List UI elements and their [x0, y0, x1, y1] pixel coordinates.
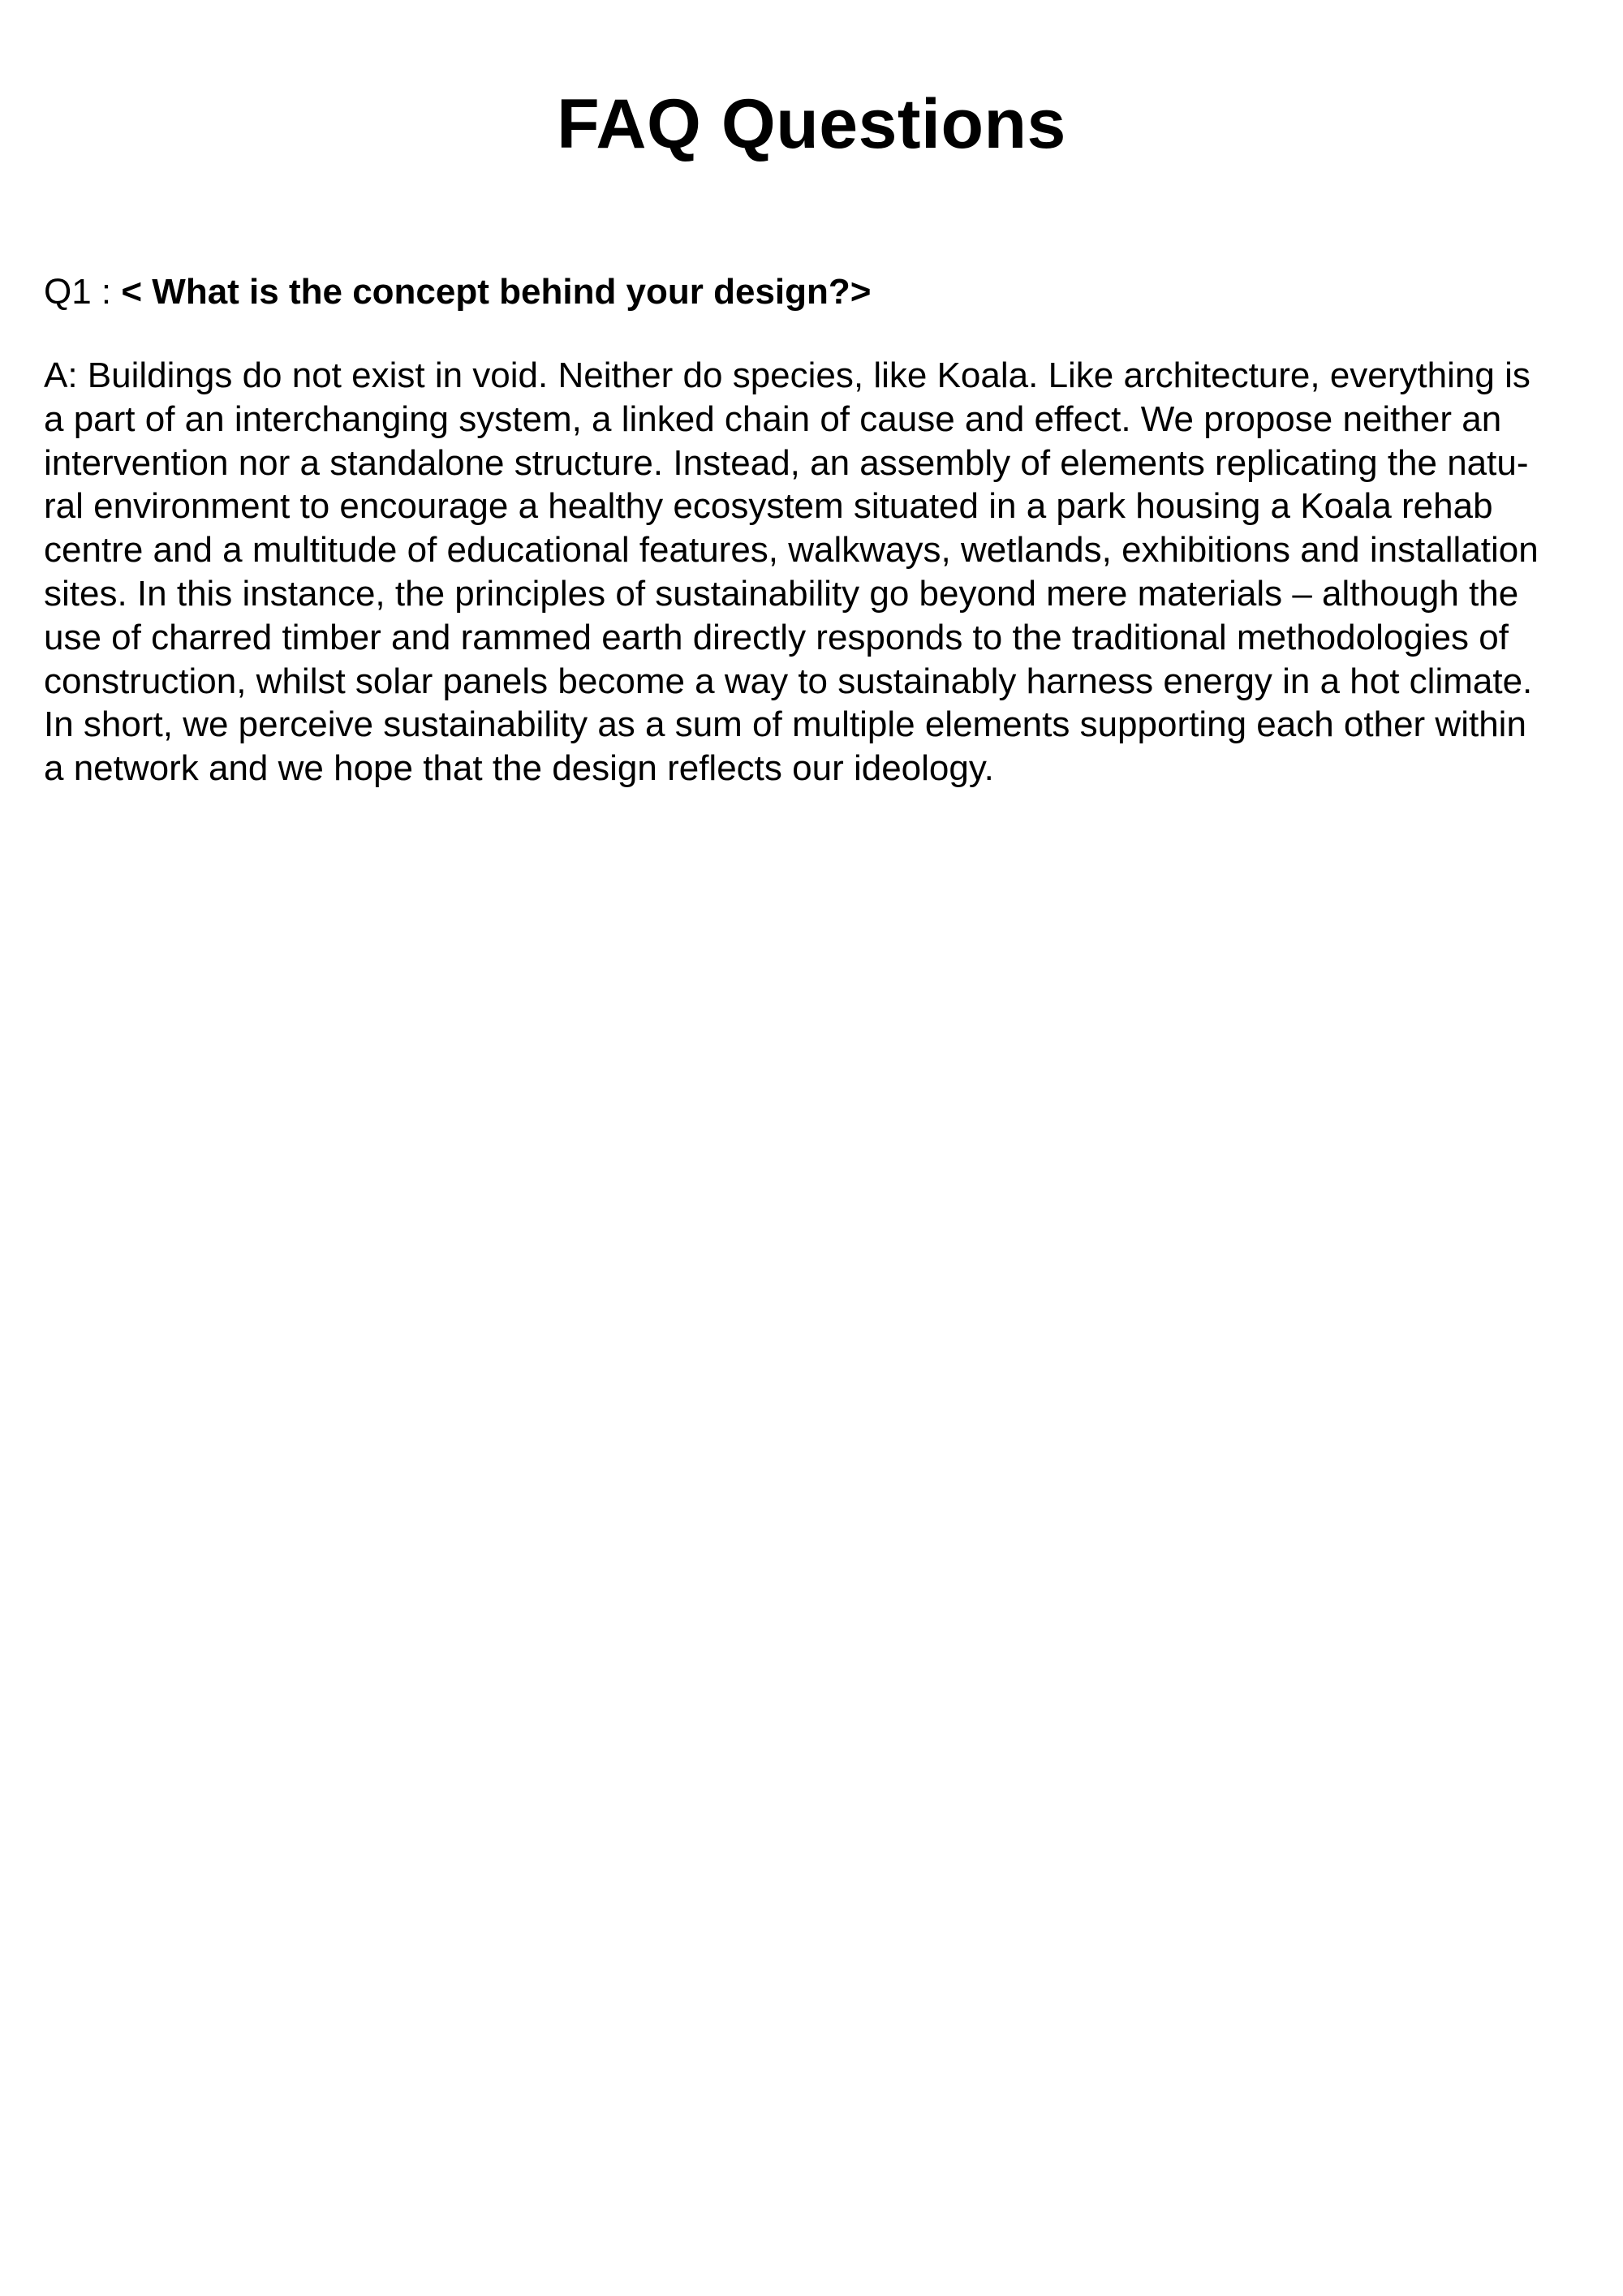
page-title: FAQ Questions — [557, 85, 1066, 163]
answer-line: use of charred timber and rammed earth directly responds to the traditional methodologies of — [44, 617, 1509, 657]
answer-line: centre and a multitude of educational features, walkways, wetlands, exhibitions and installation — [44, 530, 1539, 571]
faq-item — [44, 269, 1586, 790]
answer-line: intervention nor a standalone structure. Instead, an assembly of elements replicating the natu- — [44, 442, 1529, 483]
answer-line: In short, we perceive sustainability as a sum of multiple elements supporting each other within — [44, 704, 1526, 745]
answer-line: a network and we hope that the design reflects our ideology. — [44, 748, 994, 789]
question-number: Q1 : — [44, 272, 122, 312]
question-text: < What is the concept behind your design?> — [121, 272, 872, 312]
answer-line: a part of an interchanging system, a linked chain of cause and effect. We propose neither an — [44, 398, 1502, 439]
faq-answer — [44, 354, 1586, 790]
answer-line: ral environment to encourage a healthy ecosystem situated in a park housing a Koala rehab — [44, 486, 1493, 527]
answer-line: construction, whilst solar panels become a way to sustainably harness energy in a hot climate. — [44, 661, 1533, 701]
answer-line: sites. In this instance, the principles of sustainability go beyond mere materials – although the — [44, 573, 1519, 614]
faq-question — [44, 269, 1586, 315]
answer-line: A: Buildings do not exist in void. Neither do species, like Koala. Like architecture, everything is — [44, 355, 1530, 395]
